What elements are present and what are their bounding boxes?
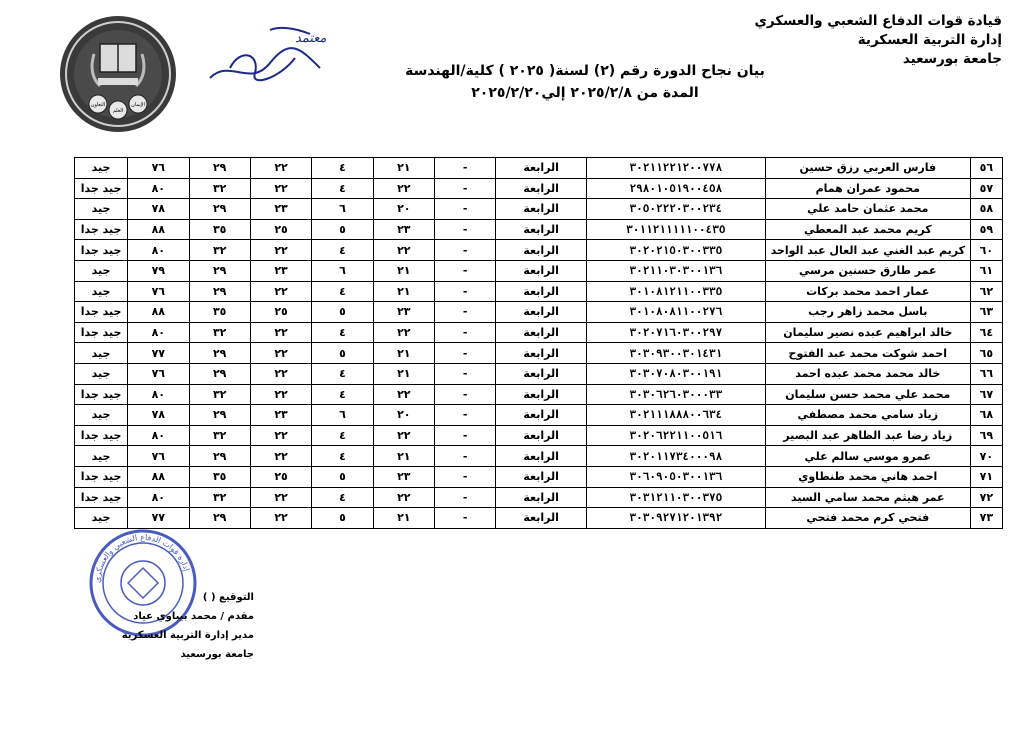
academic-year-cell: الرابعة xyxy=(496,384,587,405)
empty-mark-cell: - xyxy=(435,384,496,405)
score-c-cell: ٢٢ xyxy=(250,425,311,446)
logo-word-cooperation: التعاون xyxy=(90,102,106,108)
score-total-cell: ٧٩ xyxy=(128,260,189,281)
score-d-cell: ٢٩ xyxy=(189,405,250,426)
score-b-cell: ٤ xyxy=(312,446,373,467)
row-number-cell: ٧٢ xyxy=(970,487,1002,508)
score-b-cell: ٦ xyxy=(312,199,373,220)
score-b-cell: ٤ xyxy=(312,322,373,343)
student-name-cell: عمار احمد محمد بركات xyxy=(765,281,970,302)
score-b-cell: ٦ xyxy=(312,260,373,281)
national-id-cell: ٢٩٨٠١٠٥١٩٠٠٤٥٨ xyxy=(586,178,765,199)
grade-cell: جيد xyxy=(75,446,128,467)
academic-year-cell: الرابعة xyxy=(496,240,587,261)
academic-year-cell: الرابعة xyxy=(496,281,587,302)
table-row xyxy=(75,302,1003,323)
score-c-cell: ٢٢ xyxy=(250,240,311,261)
score-b-cell: ٤ xyxy=(312,363,373,384)
score-total-cell: ٧٦ xyxy=(128,281,189,302)
score-c-cell: ٢٥ xyxy=(250,219,311,240)
score-b-cell: ٤ xyxy=(312,240,373,261)
score-total-cell: ٧٧ xyxy=(128,343,189,364)
table-row xyxy=(75,240,1003,261)
score-a-cell: ٢١ xyxy=(373,508,434,529)
grade-cell: جيد جدا xyxy=(75,219,128,240)
score-total-cell: ٧٨ xyxy=(128,199,189,220)
results-table xyxy=(74,157,1003,529)
score-total-cell: ٧٦ xyxy=(128,363,189,384)
score-total-cell: ٨٨ xyxy=(128,219,189,240)
student-name-cell: محمد عثمان حامد علي xyxy=(765,199,970,220)
empty-mark-cell: - xyxy=(435,425,496,446)
grade-cell: جيد xyxy=(75,281,128,302)
grade-cell: جيد xyxy=(75,405,128,426)
academic-year-cell: الرابعة xyxy=(496,487,587,508)
national-id-cell: ٣٠٢٠٦٢٢١١٠٠٥١٦ xyxy=(586,425,765,446)
grade-cell: جيد xyxy=(75,199,128,220)
grade-cell: جيد جدا xyxy=(75,425,128,446)
national-id-cell: ٣٠١١٢١١١١١٠٠٤٣٥ xyxy=(586,219,765,240)
national-id-cell: ٣٠٦٠٩٠٥٠٣٠٠١٣٦ xyxy=(586,466,765,487)
score-b-cell: ٥ xyxy=(312,508,373,529)
row-number-cell: ٦٣ xyxy=(970,302,1002,323)
score-d-cell: ٣٥ xyxy=(189,302,250,323)
student-name-cell: عمر هيثم محمد سامي السيد xyxy=(765,487,970,508)
grade-cell: جيد جدا xyxy=(75,487,128,508)
signer-title: مدير إدارة التربية العسكرية xyxy=(121,630,254,641)
score-d-cell: ٣٥ xyxy=(189,466,250,487)
student-name-cell: خالد ابراهيم عبده نصير سليمان xyxy=(765,322,970,343)
row-number-cell: ٦٧ xyxy=(970,384,1002,405)
grade-cell: جيد جدا xyxy=(75,322,128,343)
score-c-cell: ٢٥ xyxy=(250,302,311,323)
score-c-cell: ٢٢ xyxy=(250,322,311,343)
results-table-body xyxy=(75,158,1003,529)
empty-mark-cell: - xyxy=(435,158,496,179)
student-name-cell: فتحي كرم محمد فتحي xyxy=(765,508,970,529)
org-line-department: إدارة التربية العسكرية xyxy=(857,32,1002,48)
student-name-cell: احمد هاني محمد طنطاوي xyxy=(765,466,970,487)
national-id-cell: ٣٠١٠٨٠٨١١٠٠٢٧٦ xyxy=(586,302,765,323)
row-number-cell: ٦٦ xyxy=(970,363,1002,384)
national-id-cell: ٣٠٣٠٦٢٦٠٣٠٠٠٣٣ xyxy=(586,384,765,405)
empty-mark-cell: - xyxy=(435,199,496,220)
academic-year-cell: الرابعة xyxy=(496,425,587,446)
score-a-cell: ٢٢ xyxy=(373,240,434,261)
empty-mark-cell: - xyxy=(435,343,496,364)
academic-year-cell: الرابعة xyxy=(496,302,587,323)
score-a-cell: ٢٢ xyxy=(373,322,434,343)
score-b-cell: ٤ xyxy=(312,384,373,405)
table-row xyxy=(75,199,1003,220)
academic-year-cell: الرابعة xyxy=(496,219,587,240)
grade-cell: جيد جدا xyxy=(75,240,128,261)
table-row xyxy=(75,508,1003,529)
grade-cell: جيد xyxy=(75,363,128,384)
empty-mark-cell: - xyxy=(435,487,496,508)
row-number-cell: ٥٦ xyxy=(970,158,1002,179)
row-number-cell: ٦٤ xyxy=(970,322,1002,343)
score-a-cell: ٢١ xyxy=(373,260,434,281)
score-d-cell: ٢٩ xyxy=(189,281,250,302)
grade-cell: جيد جدا xyxy=(75,178,128,199)
score-c-cell: ٢٢ xyxy=(250,281,311,302)
score-a-cell: ٢١ xyxy=(373,158,434,179)
score-b-cell: ٤ xyxy=(312,158,373,179)
score-total-cell: ٧٦ xyxy=(128,446,189,467)
org-line-university: جامعة بورسعيد xyxy=(902,51,1002,67)
grade-cell: جيد xyxy=(75,158,128,179)
score-d-cell: ٢٩ xyxy=(189,158,250,179)
row-number-cell: ٧٣ xyxy=(970,508,1002,529)
student-name-cell: باسل محمد زاهر رجب xyxy=(765,302,970,323)
grade-cell: جيد xyxy=(75,260,128,281)
grade-cell: جيد جدا xyxy=(75,384,128,405)
table-row xyxy=(75,322,1003,343)
score-c-cell: ٢٢ xyxy=(250,384,311,405)
score-total-cell: ٧٧ xyxy=(128,508,189,529)
score-total-cell: ٨٠ xyxy=(128,178,189,199)
empty-mark-cell: - xyxy=(435,178,496,199)
table-row xyxy=(75,446,1003,467)
score-d-cell: ٢٩ xyxy=(189,508,250,529)
signature-word: معتمد xyxy=(295,31,327,46)
score-d-cell: ٣٢ xyxy=(189,322,250,343)
national-id-cell: ٣٠٣٠٧٠٨٠٣٠٠١٩١ xyxy=(586,363,765,384)
row-number-cell: ٦٠ xyxy=(970,240,1002,261)
score-a-cell: ٢٣ xyxy=(373,302,434,323)
student-name-cell: فارس العربي رزق حسين xyxy=(765,158,970,179)
table-row xyxy=(75,343,1003,364)
student-name-cell: زياد سامي محمد مصطفي xyxy=(765,405,970,426)
score-d-cell: ٣٢ xyxy=(189,384,250,405)
empty-mark-cell: - xyxy=(435,219,496,240)
score-d-cell: ٢٩ xyxy=(189,260,250,281)
academic-year-cell: الرابعة xyxy=(496,260,587,281)
academic-year-cell: الرابعة xyxy=(496,199,587,220)
score-total-cell: ٨٠ xyxy=(128,384,189,405)
score-d-cell: ٣٥ xyxy=(189,219,250,240)
student-name-cell: محمود عمران همام xyxy=(765,178,970,199)
table-row xyxy=(75,363,1003,384)
student-name-cell: زياد رضا عبد الظاهر عبد البصير xyxy=(765,425,970,446)
academic-year-cell: الرابعة xyxy=(496,343,587,364)
score-b-cell: ٤ xyxy=(312,487,373,508)
national-id-cell: ٣٠٢٠٢١٥٠٣٠٠٣٣٥ xyxy=(586,240,765,261)
signature-block xyxy=(64,588,254,664)
logo-word-faith: الإيمان xyxy=(131,102,145,108)
score-d-cell: ٢٩ xyxy=(189,199,250,220)
national-id-cell: ٣٠١٠٨١٢١١٠٠٣٣٥ xyxy=(586,281,765,302)
score-c-cell: ٢٥ xyxy=(250,466,311,487)
score-d-cell: ٣٢ xyxy=(189,487,250,508)
national-id-cell: ٣٠٣١٢١١٠٣٠٠٣٧٥ xyxy=(586,487,765,508)
score-a-cell: ٢٢ xyxy=(373,384,434,405)
signer-university: جامعة بورسعيد xyxy=(180,649,254,660)
row-number-cell: ٦١ xyxy=(970,260,1002,281)
row-number-cell: ٥٧ xyxy=(970,178,1002,199)
score-a-cell: ٢٢ xyxy=(373,178,434,199)
score-c-cell: ٢٢ xyxy=(250,508,311,529)
empty-mark-cell: - xyxy=(435,508,496,529)
score-b-cell: ٤ xyxy=(312,425,373,446)
national-id-cell: ٣٠٥٠٢٢٢٠٣٠٠٢٣٤ xyxy=(586,199,765,220)
grade-cell: جيد xyxy=(75,343,128,364)
table-row xyxy=(75,384,1003,405)
svg-text:إدارة قوات الدفاع الشعبي والعس xyxy=(93,533,191,583)
national-id-cell: ٣٠٣٠٩٢٧١٢٠١٣٩٢ xyxy=(586,508,765,529)
academic-year-cell: الرابعة xyxy=(496,466,587,487)
national-id-cell: ٣٠٢٠١١٧٣٤٠٠٠٩٨ xyxy=(586,446,765,467)
row-number-cell: ٧٠ xyxy=(970,446,1002,467)
score-d-cell: ٣٢ xyxy=(189,425,250,446)
score-a-cell: ٢٠ xyxy=(373,199,434,220)
score-c-cell: ٢٢ xyxy=(250,178,311,199)
score-d-cell: ٣٢ xyxy=(189,178,250,199)
score-d-cell: ٣٢ xyxy=(189,240,250,261)
national-id-cell: ٣٠٣٠٩٣٠٠٣٠١٤٣١ xyxy=(586,343,765,364)
score-c-cell: ٢٢ xyxy=(250,343,311,364)
signature-line: التوقيع ( ) xyxy=(202,592,254,603)
grade-cell: جيد جدا xyxy=(75,302,128,323)
student-name-cell: محمد علي محمد حسن سليمان xyxy=(765,384,970,405)
score-c-cell: ٢٢ xyxy=(250,158,311,179)
emblem-logo-icon xyxy=(58,14,178,134)
academic-year-cell: الرابعة xyxy=(496,446,587,467)
score-d-cell: ٢٩ xyxy=(189,363,250,384)
period-line: المدة من ٢٠٢٥/٢/٨ إلي٢٠٢٥/٢/٢٠ xyxy=(471,85,699,101)
score-c-cell: ٢٣ xyxy=(250,405,311,426)
student-name-cell: كريم محمد عبد المعطي xyxy=(765,219,970,240)
score-a-cell: ٢١ xyxy=(373,446,434,467)
row-number-cell: ٦٩ xyxy=(970,425,1002,446)
row-number-cell: ٦٥ xyxy=(970,343,1002,364)
empty-mark-cell: - xyxy=(435,363,496,384)
score-a-cell: ٢٢ xyxy=(373,487,434,508)
handwritten-signature xyxy=(200,18,340,98)
score-a-cell: ٢١ xyxy=(373,343,434,364)
score-b-cell: ٥ xyxy=(312,219,373,240)
organization-header xyxy=(742,12,1002,69)
score-total-cell: ٧٨ xyxy=(128,405,189,426)
score-total-cell: ٨٠ xyxy=(128,425,189,446)
national-id-cell: ٣٠٢١١٠٣٠٣٠٠١٣٦ xyxy=(586,260,765,281)
score-b-cell: ٥ xyxy=(312,302,373,323)
empty-mark-cell: - xyxy=(435,281,496,302)
student-name-cell: كريم عبد الغني عبد العال عبد الواحد xyxy=(765,240,970,261)
empty-mark-cell: - xyxy=(435,446,496,467)
score-a-cell: ٢٣ xyxy=(373,466,434,487)
row-number-cell: ٧١ xyxy=(970,466,1002,487)
score-b-cell: ٤ xyxy=(312,178,373,199)
score-b-cell: ٥ xyxy=(312,466,373,487)
empty-mark-cell: - xyxy=(435,405,496,426)
empty-mark-cell: - xyxy=(435,240,496,261)
table-row xyxy=(75,158,1003,179)
grade-cell: جيد جدا xyxy=(75,466,128,487)
table-row xyxy=(75,260,1003,281)
score-d-cell: ٢٩ xyxy=(189,343,250,364)
row-number-cell: ٦٢ xyxy=(970,281,1002,302)
national-id-cell: ٣٠٢١١٢٢١٢٠٠٧٧٨ xyxy=(586,158,765,179)
stamp-text: إدارة قوات الدفاع الشعبي والعسكري xyxy=(92,532,192,584)
score-d-cell: ٢٩ xyxy=(189,446,250,467)
table-row xyxy=(75,178,1003,199)
score-total-cell: ٨٨ xyxy=(128,466,189,487)
grade-cell: جيد xyxy=(75,508,128,529)
table-row xyxy=(75,219,1003,240)
score-c-cell: ٢٣ xyxy=(250,260,311,281)
logo-word-knowledge: العلم xyxy=(112,108,124,114)
score-c-cell: ٢٢ xyxy=(250,446,311,467)
row-number-cell: ٥٩ xyxy=(970,219,1002,240)
academic-year-cell: الرابعة xyxy=(496,363,587,384)
academic-year-cell: الرابعة xyxy=(496,508,587,529)
academic-year-cell: الرابعة xyxy=(496,158,587,179)
empty-mark-cell: - xyxy=(435,466,496,487)
score-total-cell: ٨٨ xyxy=(128,302,189,323)
student-name-cell: احمد شوكت محمد عبد الفتوح xyxy=(765,343,970,364)
row-number-cell: ٦٨ xyxy=(970,405,1002,426)
score-a-cell: ٢١ xyxy=(373,363,434,384)
national-id-cell: ٣٠٢١١١٨٨٨٠٠٦٣٤ xyxy=(586,405,765,426)
score-a-cell: ٢٣ xyxy=(373,219,434,240)
score-c-cell: ٢٣ xyxy=(250,199,311,220)
academic-year-cell: الرابعة xyxy=(496,405,587,426)
score-total-cell: ٨٠ xyxy=(128,487,189,508)
row-number-cell: ٥٨ xyxy=(970,199,1002,220)
title-line: بيان نجاح الدورة رقم (٢) لسنة( ٢٠٢٥ ) كلية/الهندسة xyxy=(405,63,765,79)
score-b-cell: ٦ xyxy=(312,405,373,426)
score-c-cell: ٢٢ xyxy=(250,487,311,508)
academic-year-cell: الرابعة xyxy=(496,178,587,199)
table-row xyxy=(75,405,1003,426)
org-line-command: قيادة قوات الدفاع الشعبي والعسكري xyxy=(754,13,1002,29)
signer-name: مقدم / محمد بيباوي عياد xyxy=(133,611,254,622)
student-name-cell: عمرو موسي سالم علي xyxy=(765,446,970,467)
student-name-cell: خالد محمد محمد عبده احمد xyxy=(765,363,970,384)
table-row xyxy=(75,466,1003,487)
empty-mark-cell: - xyxy=(435,302,496,323)
empty-mark-cell: - xyxy=(435,322,496,343)
score-b-cell: ٤ xyxy=(312,281,373,302)
score-c-cell: ٢٢ xyxy=(250,363,311,384)
score-a-cell: ٢٢ xyxy=(373,425,434,446)
academic-year-cell: الرابعة xyxy=(496,322,587,343)
student-name-cell: عمر طارق حسنين مرسي xyxy=(765,260,970,281)
score-total-cell: ٨٠ xyxy=(128,240,189,261)
score-b-cell: ٥ xyxy=(312,343,373,364)
national-id-cell: ٣٠٢٠٧١٦٠٣٠٠٢٩٧ xyxy=(586,322,765,343)
table-row xyxy=(75,425,1003,446)
score-total-cell: ٨٠ xyxy=(128,322,189,343)
table-row xyxy=(75,281,1003,302)
score-total-cell: ٧٦ xyxy=(128,158,189,179)
document-title xyxy=(395,60,775,104)
empty-mark-cell: - xyxy=(435,260,496,281)
table-row xyxy=(75,487,1003,508)
score-a-cell: ٢٠ xyxy=(373,405,434,426)
score-a-cell: ٢١ xyxy=(373,281,434,302)
